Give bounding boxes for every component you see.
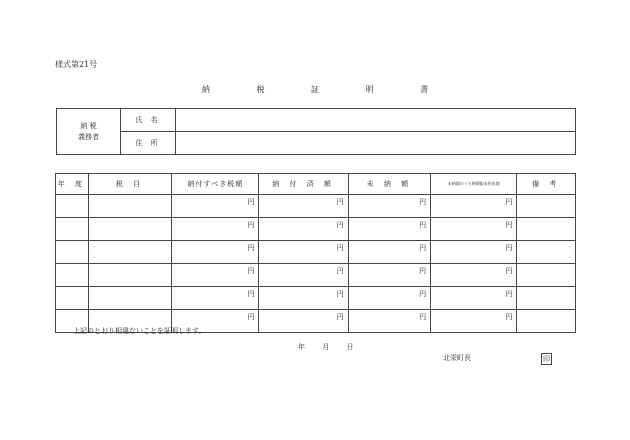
cell-amount-paid[interactable]: 円 [259,287,348,310]
table-row [56,241,576,264]
cell-year[interactable] [56,264,89,287]
cell-amount-due[interactable]: 円 [172,241,259,264]
cell-remarks[interactable] [517,310,576,333]
address-label: 住 所 [121,132,176,155]
cell-tax-item[interactable] [88,195,171,218]
cell-tax-item[interactable] [88,287,171,310]
cell-amount-due[interactable]: 円 [172,287,259,310]
header-not-yet-due: 未納額のうち納期限未到来額 [431,174,517,195]
cell-amount-due[interactable]: 円 [172,195,259,218]
document-title [0,84,630,95]
header-unpaid: 未 納 額 [348,174,430,195]
cell-remarks[interactable] [517,264,576,287]
cell-not-yet-due[interactable]: 円 [431,241,517,264]
address-field[interactable] [176,132,576,155]
cell-remarks[interactable] [517,218,576,241]
cell-not-yet-due[interactable]: 円 [431,287,517,310]
taxpayer-label [57,109,121,155]
tax-table [55,173,576,333]
table-row [56,195,576,218]
issue-date [298,342,368,352]
title-char: 税 [256,85,265,94]
cell-tax-item[interactable] [88,241,171,264]
issuer-name: 北栄町長 [443,354,471,362]
cell-not-yet-due[interactable]: 円 [431,264,517,287]
header-amount-due: 納付すべき税額 [172,174,259,195]
table-row [56,287,576,310]
cell-year[interactable] [56,195,89,218]
header-remarks: 備 考 [517,174,576,195]
cell-amount-paid[interactable]: 円 [259,310,348,333]
cell-amount-due[interactable]: 円 [172,264,259,287]
title-char: 納 [201,85,210,94]
cell-amount-due[interactable]: 円 [172,218,259,241]
cell-tax-item[interactable] [88,218,171,241]
name-label: 氏 名 [121,109,176,132]
title-char: 書 [420,85,429,94]
title-char: 証 [311,85,319,94]
cell-unpaid[interactable]: 円 [348,195,430,218]
cell-not-yet-due[interactable]: 円 [431,218,517,241]
cell-year[interactable] [56,218,89,241]
cell-remarks[interactable] [517,287,576,310]
cell-amount-paid[interactable]: 円 [259,241,348,264]
cell-year[interactable] [56,287,89,310]
taxpayer-label-line2: 義務者 [78,132,99,141]
seal-mark: 印 [543,355,550,363]
cell-unpaid[interactable]: 円 [348,218,430,241]
date-day: 日 [346,343,354,351]
date-year: 年 [298,343,305,351]
taxpayer-table [56,108,576,155]
cell-amount-paid[interactable]: 円 [259,264,348,287]
table-header-row [56,174,576,195]
cell-unpaid[interactable]: 円 [348,287,430,310]
cell-amount-paid[interactable]: 円 [259,195,348,218]
cell-unpaid[interactable]: 円 [348,241,430,264]
cell-unpaid[interactable]: 円 [348,310,430,333]
cell-remarks[interactable] [517,195,576,218]
name-field[interactable] [176,109,576,132]
cell-year[interactable] [56,241,89,264]
cell-not-yet-due[interactable]: 円 [431,310,517,333]
taxpayer-label-line1: 納 税 [80,121,97,130]
header-amount-paid: 納 付 済 額 [259,174,348,195]
table-row [56,218,576,241]
header-tax-item: 税 目 [88,174,171,195]
cell-amount-due[interactable]: 円 [172,310,259,333]
cell-not-yet-due[interactable]: 円 [431,195,517,218]
certification-text: 上記のとおり相違ないことを証明します。 [73,327,206,335]
header-year: 年 度 [56,174,89,195]
cell-remarks[interactable] [517,241,576,264]
title-char: 明 [365,85,374,94]
cell-tax-item[interactable] [88,264,171,287]
table-row [56,264,576,287]
cell-unpaid[interactable]: 円 [348,264,430,287]
form-number: 様式第21号 [55,60,98,69]
date-month: 月 [322,343,330,351]
cell-amount-paid[interactable]: 円 [259,218,348,241]
